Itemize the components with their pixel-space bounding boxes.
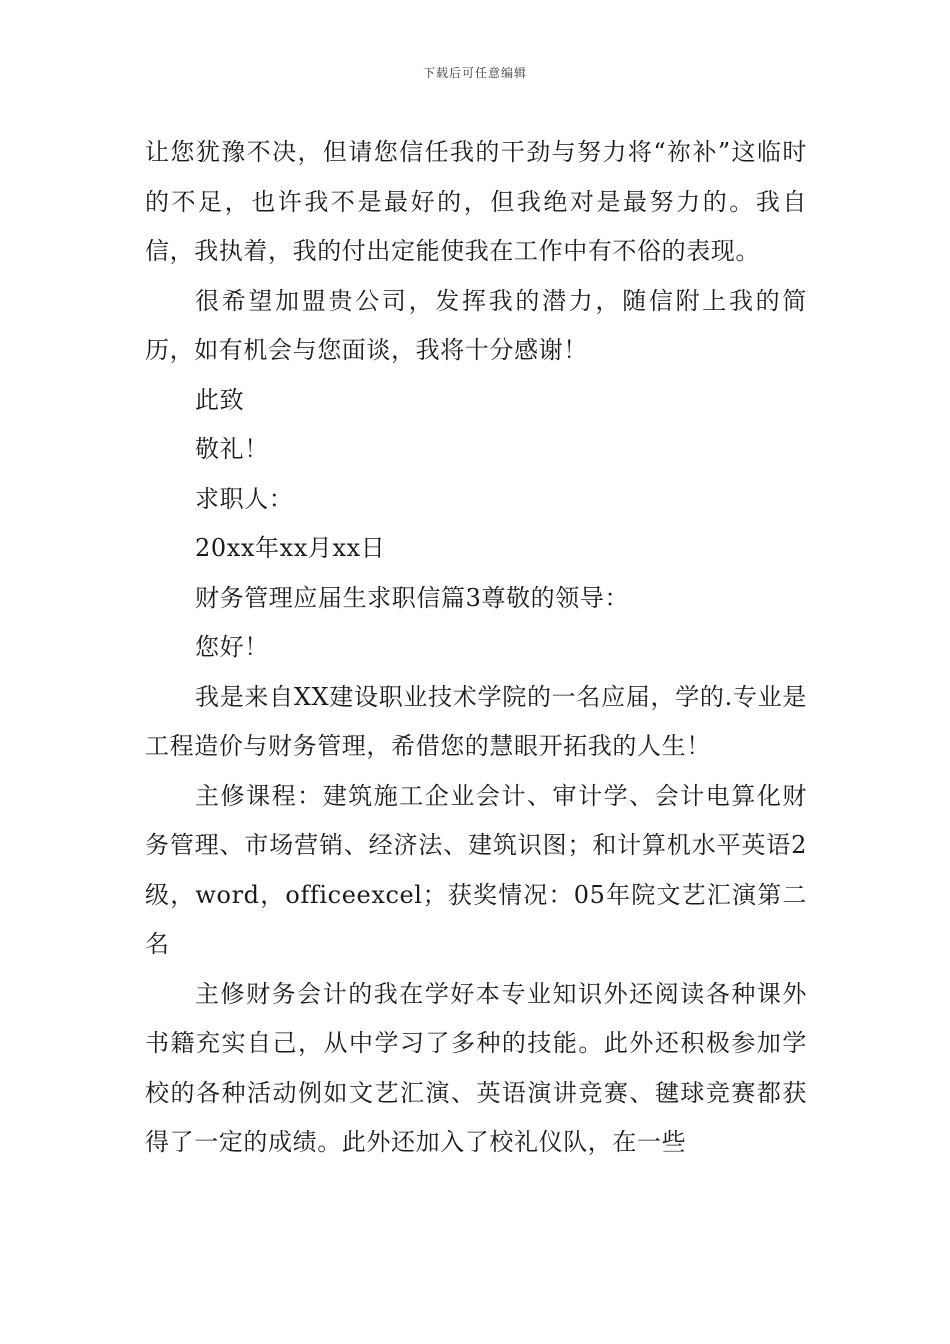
header-note: 下载后可任意编辑 <box>422 66 527 80</box>
signature-label: 求职人： <box>195 484 294 513</box>
closing-regards: 敬礼！ <box>195 435 269 463</box>
paragraph-intro: 我是来自XX建设职业技术学院的一名应届，学的.专业是工程造价与财务管理，希借您的慧眼开拓我的人生！ <box>145 682 807 760</box>
paragraph-courses: 主修课程：建筑施工企业会计、审计学、会计电算化财务管理、市场营销、经济法、建筑识图；和计算机水平英语2级，word，officeexcel；获奖情况：05年院文艺汇演第二名 <box>145 781 807 958</box>
document-body <box>145 128 807 1168</box>
letter-date: 20xx年xx月xx日 <box>195 534 386 562</box>
paragraph-2: 很希望加盟贵公司，发挥我的潜力，随信附上我的简历，如有机会与您面谈，我将十分感谢！ <box>145 286 807 364</box>
greeting: 您好！ <box>195 633 269 661</box>
paragraph-1: 让您犹豫不决，但请您信任我的干劲与努力将“祢补”这临时的不足，也许我不是最好的，但我绝对是最努力的。我自信，我执着，我的付出定能使我在工作中有不俗的表现。 <box>145 138 807 265</box>
closing-salutation: 此致 <box>195 385 245 414</box>
section-heading: 财务管理应届生求职信篇3尊敬的领导： <box>195 583 630 612</box>
paragraph-activities: 主修财务会计的我在学好本专业知识外还阅读各种课外书籍充实自己，从中学习了多种的技能。此外还积极参加学校的各种活动例如文艺汇演、英语演讲竞赛、毽球竞赛都获得了一定的成绩。此外还加入了校礼仪队，在一些 <box>145 979 807 1156</box>
